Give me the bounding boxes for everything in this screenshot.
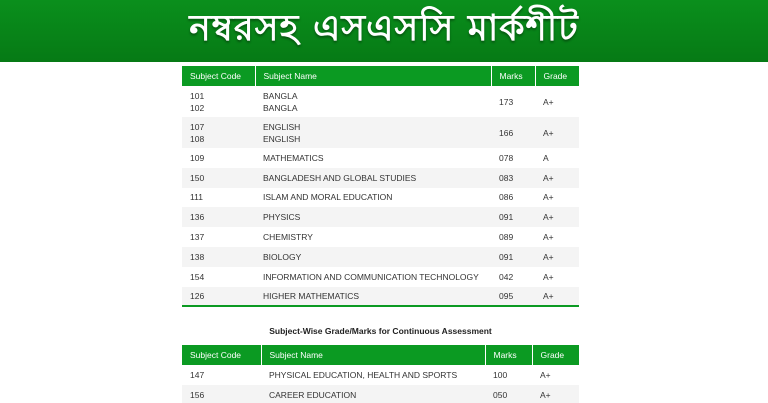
subject-name-cell: MATHEMATICS [255,148,491,168]
grade-cell: A+ [535,287,579,307]
subject-code-cell [182,86,255,117]
subject-name-cell: INFORMATION AND COMMUNICATION TECHNOLOGY [255,267,491,287]
subject-code: 108 [190,133,205,144]
subject-code-cell: 154 [182,267,255,287]
subject-name: BANGLA [263,102,298,113]
grade-cell: A+ [532,365,579,385]
marks-cell: 083 [491,168,535,188]
subject-code: 101 [190,90,205,101]
table-row [182,365,579,385]
header-subject-code: Subject Code [182,345,261,365]
table-row [182,148,579,168]
subject-name-cell: BIOLOGY [255,247,491,267]
table-row [182,287,579,307]
marks-cell: 173 [491,86,535,117]
header-subject-name: Subject Name [255,66,491,86]
grade-cell: A+ [535,168,579,188]
subject-code-cell: 137 [182,227,255,247]
marks-cell: 091 [491,207,535,227]
grade-cell: A+ [535,117,579,148]
table-row [182,117,579,148]
subject-name: ENGLISH [263,121,301,132]
subject-code-cell: 136 [182,207,255,227]
subject-code-cell: 138 [182,247,255,267]
subject-code-cell: 126 [182,287,255,307]
marks-cell: 166 [491,117,535,148]
grade-cell: A+ [532,385,579,403]
subject-name-cell: BANGLADESH AND GLOBAL STUDIES [255,168,491,188]
marks-cell: 086 [491,188,535,208]
continuous-assessment-heading: Subject-Wise Grade/Marks for Continuous Assessment [269,326,492,336]
subject-code-cell: 147 [182,365,261,385]
marks-cell: 095 [491,287,535,307]
subject-name: BANGLA [263,90,298,101]
table-row [182,385,579,403]
subject-code: 107 [190,121,205,132]
banner-title: নম্বরসহ এসএসসি মার্কশীট [189,8,579,49]
subject-name-cell [255,117,491,148]
subject-name: ENGLISH [263,133,301,144]
subject-name-cell: ISLAM AND MORAL EDUCATION [255,188,491,208]
marksheet-table [182,66,579,307]
continuous-assessment-table [182,345,579,403]
marks-cell: 078 [491,148,535,168]
grade-cell: A+ [535,247,579,267]
title-banner [0,0,768,62]
marks-cell: 042 [491,267,535,287]
subject-name-cell: HIGHER MATHEMATICS [255,287,491,307]
subject-code-cell: 156 [182,385,261,403]
table-row [182,207,579,227]
grade-cell: A+ [535,267,579,287]
subject-code: 102 [190,102,205,113]
grade-cell: A+ [535,188,579,208]
marks-cell: 100 [485,365,532,385]
subject-name-cell: PHYSICS [255,207,491,227]
grade-cell: A+ [535,207,579,227]
subject-name-cell [255,86,491,117]
header-subject-name: Subject Name [261,345,485,365]
grade-cell: A [535,148,579,168]
table-header-row [182,345,579,365]
table-row [182,168,579,188]
marks-cell: 089 [491,227,535,247]
subject-name-cell: CAREER EDUCATION [261,385,485,403]
table-row [182,227,579,247]
header-subject-code: Subject Code [182,66,255,86]
table-row [182,188,579,208]
table-row [182,86,579,117]
table-row [182,267,579,287]
subject-code-cell: 109 [182,148,255,168]
header-marks: Marks [485,345,532,365]
header-marks: Marks [491,66,535,86]
table-header-row [182,66,579,86]
subject-code-cell: 150 [182,168,255,188]
marks-cell: 091 [491,247,535,267]
subject-code-cell: 111 [182,188,255,208]
grade-cell: A+ [535,227,579,247]
subject-name-cell: CHEMISTRY [255,227,491,247]
subject-code-cell [182,117,255,148]
grade-cell: A+ [535,86,579,117]
table-row [182,247,579,267]
marks-cell: 050 [485,385,532,403]
header-grade: Grade [532,345,579,365]
header-grade: Grade [535,66,579,86]
subject-name-cell: PHYSICAL EDUCATION, HEALTH AND SPORTS [261,365,485,385]
